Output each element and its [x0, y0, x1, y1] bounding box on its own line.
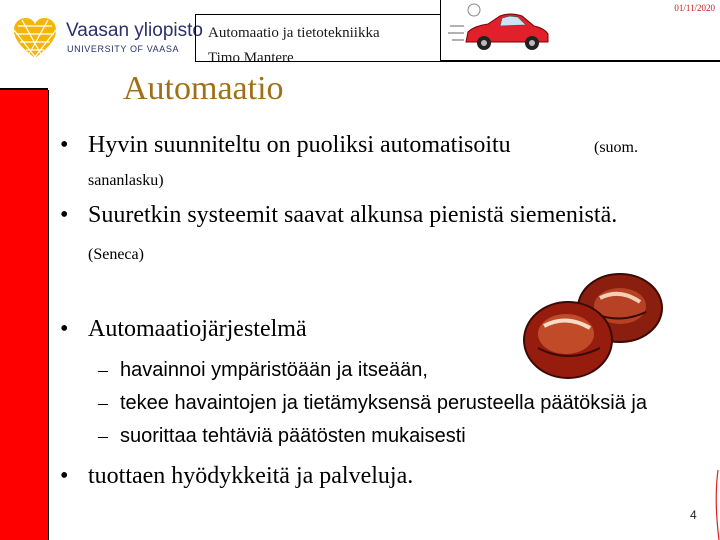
bullet-1-note-b: sananlasku) — [88, 172, 164, 189]
subitem-3-text: suorittaa tehtäviä päätösten mukaisesti — [120, 425, 466, 447]
bullet-4-text: tuottaen hyödykkeitä ja palveluja. — [88, 463, 414, 489]
course-header-box — [195, 14, 440, 62]
university-subtitle: UNIVERSITY OF VAASA — [67, 44, 180, 54]
author-name: Timo Mantere — [208, 50, 294, 62]
subitem-2-text: tekee havaintojen ja tietämyksensä perusteella päätöksiä ja — [120, 392, 647, 414]
bullet-dot: • — [60, 132, 69, 158]
bullet-1-text: Hyvin suunniteltu on puoliksi automatisoitu — [88, 132, 511, 158]
bullet-2-text: Suuretkin systeemit saavat alkunsa pienistä siemenistä. — [88, 202, 618, 228]
university-name: Vaasan yliopisto — [66, 20, 203, 41]
sub-dash: – — [98, 359, 108, 381]
red-sidebar — [0, 90, 49, 540]
chestnuts-icon — [520, 268, 670, 388]
sub-dash: – — [98, 425, 108, 447]
subitem-1-text: havainnoi ympäristöään ja itseään, — [120, 359, 428, 381]
bullet-dot: • — [60, 202, 69, 228]
vaasa-heart-logo-icon — [12, 16, 58, 62]
page-number: 4 — [690, 508, 697, 522]
red-car-icon — [444, 0, 554, 60]
edge-decoration — [712, 0, 720, 540]
slide-date: 01/11/2020 — [674, 3, 715, 13]
bullet-dot: • — [60, 463, 69, 489]
slide-title: Automaatio — [123, 70, 284, 107]
bullet-1-note-a: (suom. — [594, 139, 638, 156]
bullet-3-text: Automaatiojärjestelmä — [88, 316, 307, 342]
sub-dash: – — [98, 392, 108, 414]
bullet-2-note: (Seneca) — [88, 246, 144, 263]
bullet-dot: • — [60, 316, 69, 342]
course-title: Automaatio ja tietotekniikka — [208, 25, 380, 41]
university-logo — [12, 14, 203, 64]
